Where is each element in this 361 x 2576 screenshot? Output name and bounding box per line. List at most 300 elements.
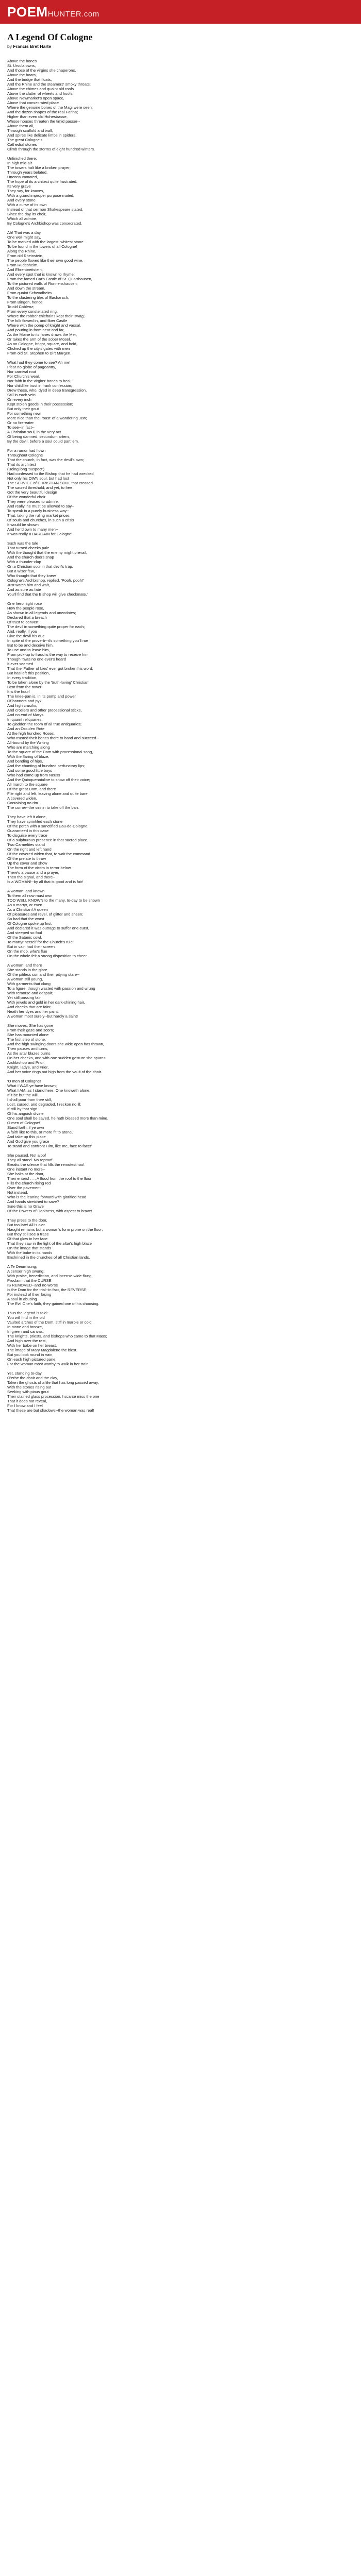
poem-line: And every stone: [7, 198, 36, 202]
poem-line: You'll find that the Bishop will give checkmate.': [7, 592, 88, 597]
poem-line: Who is the leaning forward with glorified head: [7, 1195, 87, 1199]
poem-line: Of the pitiless sun and their pitying stare--: [7, 972, 80, 977]
poem-line: From old Rheinstein,: [7, 253, 44, 258]
site-header: [0, 0, 361, 24]
poem-line: It would be shown: [7, 522, 39, 527]
poem-line: So bad that the worst: [7, 917, 44, 921]
poem-line: Ah! That was a day,: [7, 230, 42, 235]
poem-line: And hands stretched to save?: [7, 1199, 59, 1204]
byline-prefix: by: [7, 44, 12, 49]
poem-line: But to be and deceive him,: [7, 643, 54, 648]
poem-line: The first step of stone,: [7, 1037, 46, 1042]
poem-line: They have sprinkled each stone: [7, 819, 63, 824]
poem-line: In high mid-air: [7, 161, 32, 165]
poem-line: On the whole felt a strong disposition to cheer.: [7, 954, 88, 958]
poem-line: Kept stolen goods in their possession;: [7, 402, 73, 406]
poem-line: Who had come up from Neuss: [7, 773, 60, 777]
poem-line: Neath her dyes and her paint.: [7, 1009, 59, 1014]
poem-line: Above the chimes and quaint old roofs: [7, 87, 74, 91]
poem-line: O'erhe the choir and the clay,: [7, 1376, 58, 1380]
poem-line: That the church, in fact, was the devil's own;: [7, 457, 84, 462]
poem-line: Climb through the storms of eight hundred winters.: [7, 147, 95, 151]
poem-line: Knight, ladye, and Frier,: [7, 1065, 49, 1070]
poem-line: She paused. No! aloof: [7, 1153, 46, 1158]
poem-line: With the thought that the enemy might prevail,: [7, 550, 87, 555]
poem-line: A faith like to this, or more fit to atone,: [7, 1130, 73, 1134]
poem-line: With garments that clung: [7, 981, 51, 986]
poem-line: What I WAS ye have known;: [7, 1083, 57, 1088]
poem-line: Their stained glass procession, I scarce miss the one: [7, 1394, 100, 1399]
poem-line: To stand and confront Him, like me, face to face!': [7, 1144, 92, 1148]
poem-line: With her babe on her breast,: [7, 1343, 57, 1348]
poem-line: If still by that sign: [7, 1107, 38, 1111]
poem-line: Or takes the arm of the sober Mosel,: [7, 337, 71, 342]
poem-line: With the stones rising out: [7, 1385, 52, 1389]
poem-title: A Legend Of Cologne: [7, 32, 93, 42]
poem-line: Of souls and churches, in such a crisis: [7, 518, 74, 522]
poem-line: Since the day its choir,: [7, 212, 46, 216]
poem-body: [7, 59, 354, 1413]
poem-line: Of the covered widen that, to wait the command: [7, 852, 90, 856]
poem-line: A Te Deum sung;: [7, 1264, 37, 1269]
poem-stanza: [7, 230, 354, 355]
poem-line: And cheeks that are faint: [7, 1005, 51, 1009]
poem-line: That they saw in the light of the altar's high blaze: [7, 1241, 92, 1246]
poem-line: Fills the church rising red: [7, 1181, 51, 1185]
poem-line: It was really a BARGAIN for Cologne!: [7, 532, 73, 536]
poem-line: To them all now must own: [7, 893, 53, 898]
poem-line: And crosiers and other processional sticks,: [7, 708, 82, 713]
poem-line: It is the hour!: [7, 689, 30, 694]
poem-line: And take up this place: [7, 1134, 46, 1139]
poem-stanza: [7, 601, 354, 810]
poem-line: Then pauses and turns,: [7, 1046, 48, 1051]
poem-line: Is a WOMAN!--by all that is good and is fair!: [7, 879, 84, 884]
poem-line: To speak in a purely business way--: [7, 509, 70, 513]
poem-line: The corner--the sinnin to take off the ban.: [7, 805, 79, 810]
poem-line: Containing no rim: [7, 801, 38, 805]
poem-line: To disguise every trace: [7, 833, 47, 838]
poem-line: And the bridge that floats,: [7, 77, 52, 82]
poem-line: In every tradition,: [7, 675, 38, 680]
poem-line: To old Coblenz;: [7, 304, 35, 309]
poem-stanza: [7, 889, 354, 958]
poem-line: There's a pause and a prayer,: [7, 870, 59, 875]
poem-stanza: [7, 1079, 354, 1148]
poem-line: And high over the rest,: [7, 1338, 47, 1343]
poem-line: Just watch him and wait,: [7, 583, 50, 587]
poem-line: Is the Dom for the trial--in fact, the REVERSE;: [7, 1287, 88, 1292]
poem-line: She has mounted alone: [7, 1032, 49, 1037]
poem-line: In quaint reliquaries,: [7, 717, 43, 722]
poem-line: And Ehrenbreitstein,: [7, 267, 43, 272]
poem-line: Through years belated,: [7, 170, 48, 175]
poem-line: Declared that a breach: [7, 615, 47, 620]
poem-line: But a wiser few,: [7, 569, 35, 573]
poem-line: Where the genuine bones of the Magi were seen,: [7, 105, 93, 110]
poem-line: You will find in the old: [7, 1315, 45, 1320]
poem-line: Nor carnival rout: [7, 369, 36, 374]
poem-line: On the right and left hand: [7, 847, 52, 852]
poem-line: And God give you grace: [7, 1139, 50, 1144]
poem-line: In stone and bronze,: [7, 1325, 43, 1329]
poem-line: And the dozen shapes of the real Farina;: [7, 110, 78, 114]
poem-line: Such was the tale: [7, 541, 38, 546]
poem-stanza: [7, 963, 354, 1019]
poem-line: A Christian soul, in the very act: [7, 430, 61, 434]
poem-line: A censer high swung;: [7, 1269, 45, 1274]
poem-line: But too late! All is o'er.: [7, 1223, 46, 1227]
poem-line: Through scaffold and wall,: [7, 128, 53, 133]
poem-line: Proclaim that the CURSE: [7, 1278, 52, 1283]
poem-line: The devil in something quite proper for each;: [7, 624, 85, 629]
poem-line: From quaint Schwadheim: [7, 291, 52, 295]
poem-line: St. Ursula owns,: [7, 63, 36, 68]
poem-line: For the woman most worthy to walk in her train.: [7, 1362, 90, 1366]
poem-line: Above the clatter of wheels and hoofs;: [7, 91, 74, 96]
poem-stanza: [7, 1023, 354, 1074]
poem-line: Higher than even old Hohestrasse,: [7, 114, 68, 119]
poem-line: How the people rose,: [7, 606, 44, 611]
poem-line: The folk flowed in, and fiber Castle: [7, 318, 68, 323]
poem-line: In green and canvas,: [7, 1329, 44, 1334]
poem-line: For a rumor had flown: [7, 448, 46, 453]
poem-line: Who are marching along: [7, 745, 50, 750]
poem-line: More nice than the 'roast' of a wandering Jew;: [7, 416, 87, 420]
poem-line: Thus the legend is told:: [7, 1311, 48, 1315]
poem-line: They have left it alone,: [7, 815, 47, 819]
poem-line: Still in each vein: [7, 393, 36, 397]
poem-line: But has left this position,: [7, 671, 50, 675]
poem-line: Yet, standing to-day: [7, 1371, 42, 1376]
poem-line: Not instead,: [7, 1190, 28, 1195]
logo-dot-text: .com: [81, 9, 100, 19]
poem-line: Vaulted arches of the Dom, stiff in marble or cold: [7, 1320, 92, 1325]
poem-line: Above Newmarket's open space,: [7, 96, 64, 100]
poem-line: And pouring in from near and far,: [7, 328, 65, 332]
poem-line: As shown in all legends and anecdotes;: [7, 611, 76, 615]
poem-line: With the babe in its hands: [7, 1250, 53, 1255]
poem-line: On every inch: [7, 397, 31, 402]
poem-line: To the square of the Dom with processional song,: [7, 750, 93, 754]
poem-line: For Church's weal,: [7, 374, 40, 379]
poem-line: To the pictured walls of Ronnenshausen;: [7, 281, 78, 286]
poem-line: And the high swinging doors she wide open has thrown,: [7, 1042, 104, 1046]
poem-line: To be found in the towers of all Cologne!: [7, 244, 77, 249]
poem-line: To be taken alone by the 'truth-loving' Christian!: [7, 680, 90, 685]
poem-line: And high crucifix,: [7, 703, 37, 708]
poem-line: The knights, priests, and bishops who came to that Mass;: [7, 1334, 107, 1338]
poem-line: With praise, benediction, and incense-wide-flung,: [7, 1274, 93, 1278]
poem-line: From every constellated ring,: [7, 309, 58, 314]
poem-line: From their gaze and scorn;: [7, 1028, 54, 1032]
poem-line: And he 'd own to many men--: [7, 527, 58, 532]
poem-line: To use and to leave him,: [7, 648, 50, 652]
poem-line: With a guard improper purpose mated;: [7, 193, 75, 198]
poem-line: Naught remains but a woman's form prone on the floor;: [7, 1227, 103, 1232]
poem-line: From Bingen, hence: [7, 300, 43, 304]
poem-line: For instead of their losing: [7, 1292, 52, 1297]
poem-line: By Cologne's Archbishop was consecrated.: [7, 221, 83, 226]
poem-line: Who trusted their bones there to hand and succeed--: [7, 736, 99, 740]
poem-line: The knee-pan is, in its pomp and power: [7, 694, 76, 699]
poem-line: Of the porch with a sanctified Eau-de-Cologne,: [7, 824, 89, 828]
poem-line: And steeped so foul: [7, 930, 42, 935]
poem-line: I fear no globe of pageantry,: [7, 365, 56, 369]
poem-line: Its very grave: [7, 184, 31, 189]
poem-line: Or no fire-eater: [7, 420, 34, 425]
poem-line: One well might say,: [7, 235, 41, 240]
poem-line: Which all admire,: [7, 216, 38, 221]
poem-stanza: [7, 156, 354, 226]
poem-line: With a curse of its own: [7, 202, 47, 207]
poem-line: O men of Cologne!: [7, 1121, 40, 1125]
poem-line: All-bound by the Writing: [7, 740, 49, 745]
poem-line: In spite of the proverb--it's something you'll rue: [7, 638, 88, 643]
poem-line: A woman! and known: [7, 889, 45, 893]
poem-line: That turned cheeks pale: [7, 546, 50, 550]
poem-line: And the chanting of hundred perfunctory lips;: [7, 764, 86, 768]
poem-line: And as sure as fate: [7, 587, 41, 592]
poem-line: Up the cover and show: [7, 861, 47, 866]
poem-line: Above the bones: [7, 59, 37, 63]
poem-line: Choked up the city's gates with men: [7, 346, 70, 351]
poem-stanza: [7, 360, 354, 444]
poem-line: Where with the pomp of knight and vassal,: [7, 323, 81, 328]
poem-line: On a Christian soul in that devil's trap.: [7, 564, 73, 569]
poem-line: On the mob, who's flue: [7, 949, 47, 954]
poem-stanza: [7, 815, 354, 884]
poem-line: TOO WELL KNOWN to the many, to-day to be shown: [7, 898, 100, 903]
poem-line: Seeking with pious gout: [7, 1389, 49, 1394]
poem-line: Of trust to convert: [7, 620, 39, 624]
poem-line: Yet still passing fair,: [7, 995, 42, 1000]
poem-line: Though 'twas no one ever's heard: [7, 657, 66, 662]
poem-stanza: [7, 1264, 354, 1306]
poem-line: And every spot that is known to rhyme;: [7, 272, 75, 277]
poem-line: On her cheeks, and with one sudden gesture she spurns: [7, 1056, 106, 1060]
poem-stanza: [7, 1218, 354, 1260]
poem-line: Of that glow in her face: [7, 1236, 48, 1241]
poem-line: That, taking the ruling market prices: [7, 513, 70, 518]
poem-line: Above the boats,: [7, 73, 37, 77]
poem-line: The hope of its architect quite frustrated.: [7, 179, 77, 184]
poem-line: Throughout Cologne: [7, 453, 43, 457]
poem-line: Lost, cursed, and degraded, I reckon no ill;: [7, 1102, 81, 1107]
poem-line: Of Cologne spoke up first,: [7, 921, 53, 926]
poem-line: From Rüdesheim,: [7, 263, 39, 267]
poem-line: Archbishop and Prior,: [7, 1060, 45, 1065]
poem-line: And declared it was outrage to suffer one curst,: [7, 926, 89, 930]
poem-line: Nor childlike trust in frank confession;: [7, 383, 72, 388]
poem-line: Cathedral stones: [7, 142, 37, 147]
poem-line: To gladden the room of all true antiquaries;: [7, 722, 81, 726]
poem-line: 'O men of Cologne!: [7, 1079, 41, 1083]
poem-line: That the 'Father of Lies' ever got broken his word;: [7, 666, 93, 671]
poem-line: And those of the virgins she chaperons,: [7, 68, 76, 73]
poem-line: As the Moine to its fanes draws the Mer,: [7, 332, 77, 337]
poem-line: One soul shall be saved, he hath blessed more than mine.: [7, 1116, 108, 1121]
poem-line: By the devil, before a soul could part 'em.: [7, 439, 79, 444]
poem-line: From the famed Cat's Castle of St. Quarrhausen,: [7, 277, 92, 281]
poem-line: Bent from the tower!: [7, 685, 43, 689]
poem-line: As on Cologne, bright, square, and bold,: [7, 342, 77, 346]
poem-stanza: [7, 448, 354, 536]
poem-line: Not only his OWN soul, but had lost: [7, 476, 69, 481]
poem-line: Of being damned, secundum artem,: [7, 434, 70, 439]
poem-byline: [7, 44, 354, 49]
poem-line: And bending of hips,: [7, 759, 43, 764]
poem-line: And the Quinquennialine to show off their voice;: [7, 777, 90, 782]
poem-line: If it be but the will: [7, 1093, 38, 1097]
logo-sub-text: HUNTER: [47, 9, 82, 19]
poem-line: Enshrined in the churches of all Christian lands.: [7, 1255, 90, 1260]
poem-line: As a martyr, or even: [7, 903, 42, 907]
poem-line: The Evil One's faith, they gained one of his choosing.: [7, 1301, 100, 1306]
poem-line: Above them all,: [7, 124, 35, 128]
poem-line: Breaks the silence that fills the remotest roof.: [7, 1162, 86, 1167]
poem-line: On the image that stands: [7, 1246, 51, 1250]
poem-line: Nor faith in the virgins' bones to heal;: [7, 379, 72, 383]
poem-line: To martyr herself for the Church's rule!: [7, 940, 74, 944]
poem-line: On each high pictured pane,: [7, 1357, 57, 1362]
poem-line: What had they come to see? Ah me!: [7, 360, 71, 365]
poem-line: But in vain had their screen: [7, 944, 55, 949]
poem-line: With remorse and despair;: [7, 991, 54, 995]
poem-line: Of pleasures and revel, of glitter and sheen;: [7, 912, 84, 917]
site-logo[interactable]: [7, 4, 100, 20]
poem-line: The form of the victim in terror below.: [7, 866, 72, 870]
poem-line: Unfinished there,: [7, 156, 37, 161]
poem-line: They all stand. No reproof: [7, 1158, 53, 1162]
poem-line: As a Christian! A queen: [7, 907, 48, 912]
poem-line: The SERVICE of CHRISTIAN SOUL that crossed: [7, 481, 93, 485]
poem-line: With a thunder-clap: [7, 560, 41, 564]
poem-line: But only their gout: [7, 406, 39, 411]
poem-line: She halts at the door,: [7, 1172, 44, 1176]
poem-line: To see--in fact--: [7, 425, 35, 430]
poem-line: Got the very beautiful design: [7, 490, 57, 495]
poem-line: They were pleased to admire.: [7, 499, 59, 504]
poem-line: Stand forth, if ye own: [7, 1125, 44, 1130]
poem-line: One hero night rose: [7, 601, 42, 606]
poem-line: Of the great Dom, and there: [7, 787, 56, 791]
poem-line: Two Carmelites stand: [7, 842, 45, 847]
poem-line: What I AM, as I stand here, One knoweth alone.: [7, 1088, 91, 1093]
poem-line: Of the Satanic cowl,: [7, 935, 42, 940]
poem-line: Along the Rhine,: [7, 249, 37, 253]
poem-stanza: [7, 541, 354, 597]
poem-line: And her voice rings out high from the vault of the choir.: [7, 1070, 102, 1074]
poem-line: (Being long 'suspect'): [7, 467, 45, 471]
poem-line: Unconsummated,: [7, 175, 38, 179]
poem-line: Guaranteed in this case: [7, 828, 49, 833]
poem-line: Where the robber chieftains kept their 'swag,': [7, 314, 86, 318]
poem-line: Then the signal, and there--: [7, 875, 56, 879]
poem-line: And really, he must be allowed to say--: [7, 504, 75, 509]
poem-stanza: [7, 1153, 354, 1213]
poem-line: The sacred threshold; and yet, to free,: [7, 485, 74, 490]
poem-line: Of the Powers of Darkness, with aspect to brave!: [7, 1209, 92, 1213]
poem-line: A woman most surely--but hardly a saint!: [7, 1014, 78, 1019]
poem-line: And down the stream,: [7, 286, 45, 291]
poem-line: From pick-up to fraud is the way to receive him,: [7, 652, 90, 657]
poem-line: And the church doors snap: [7, 555, 54, 560]
poem-line: All march to the square: [7, 782, 48, 787]
poem-line: And no end of Marys: [7, 713, 44, 717]
poem-line: And, really, if you: [7, 629, 37, 634]
poem-line: Sure this is no Grave: [7, 1204, 44, 1209]
poem-line: And some good little boys: [7, 768, 52, 773]
poem-line: Instead of that sermon Shakespeare stated,: [7, 207, 84, 212]
poem-line: And spires like delicate limbs in spiders,: [7, 133, 77, 138]
poem-line: That these are but shadows--the woman was real!: [7, 1408, 94, 1413]
poem-line: One instant no more--: [7, 1167, 45, 1172]
poem-line: File right and left, leaving alone and quite bare: [7, 791, 88, 796]
poem-line: Who thought that they knew: [7, 573, 56, 578]
poem-line: Of the wonderful choir: [7, 495, 46, 499]
poem-line: Of the prelate to throw: [7, 856, 46, 861]
poem-stanza: [7, 1311, 354, 1366]
poem-line: As the altar blazes burns: [7, 1051, 51, 1056]
poem-line: Then enters! . . . A flood from the roof to the floor: [7, 1176, 92, 1181]
poem-line: And an Occulen Rote: [7, 726, 45, 731]
poem-author[interactable]: Francis Bret Harte: [13, 44, 52, 49]
poem-line: Drew these, who, dyed in deep transgression,: [7, 388, 87, 393]
poem-line: Above that consecrated place: [7, 100, 59, 105]
poem-line: She moves. She has gone: [7, 1023, 54, 1028]
poem-line: Cologne's Archbishop, replied, 'Pooh, pooh!': [7, 578, 84, 583]
poem-line: They say, for knaves,: [7, 189, 44, 193]
poem-line: To a figure, though wasted with passion and wrung: [7, 986, 95, 991]
poem-line: I shall pour from thee still,: [7, 1097, 52, 1102]
poem-line: With the flaring of blaze,: [7, 754, 50, 759]
poem-line: Taken the ghosts of a life that has long passed away,: [7, 1380, 99, 1385]
poem-line: They press to the door,: [7, 1218, 47, 1223]
poem-line: Give the devil his due: [7, 634, 45, 638]
poem-line: Had confessed to the Bishop that he had wrecked: [7, 471, 94, 476]
poem-line: And the Rhine and the steamers' smoky throats;: [7, 82, 91, 87]
poem-line: She stands in the glare: [7, 968, 47, 972]
poem-line: Of banners and pyx,: [7, 699, 43, 703]
poem-line: The great Cologne's: [7, 138, 43, 142]
poem-line: IS REMOVED--and no worse: [7, 1283, 58, 1287]
poem-line: At the high hundred Roses.: [7, 731, 55, 736]
poem-line: Over the pavement.: [7, 1185, 42, 1190]
poem-line: But they still see a trace: [7, 1232, 49, 1236]
poem-line: To be marked with the largest, whitest stone: [7, 240, 84, 244]
poem-line: Whose houses threaten the timid passer--: [7, 119, 80, 124]
logo-main-text: POEM: [7, 4, 48, 20]
poem-line: A soul in abusing: [7, 1297, 37, 1301]
poem-stanza: [7, 59, 354, 151]
poem-line: That it does not reveal,: [7, 1399, 47, 1403]
poem-line: With jewels and gold in her dark-shining hair,: [7, 1000, 85, 1005]
poem-line: The towers halt like a broken prayer;: [7, 165, 71, 170]
poem-line: A covered widen,: [7, 796, 37, 801]
poem-line: The image of Mary Magdalene the blest.: [7, 1348, 77, 1352]
poem-line: For something new,: [7, 411, 42, 416]
poem-line: It ever seemed: [7, 662, 34, 666]
poem-line: From old St. Stephen to Dirt Margen.: [7, 351, 72, 355]
poem-line: Of his anguish divine: [7, 1111, 44, 1116]
poem-line: For I know and I feel: [7, 1403, 43, 1408]
poem-line: The people flowed like their own good wine.: [7, 258, 84, 263]
poem-line: A woman! and there: [7, 963, 42, 968]
poem-line: That its architect: [7, 462, 36, 467]
poem-stanza: [7, 1371, 354, 1413]
poem-line: A woman still young,: [7, 977, 43, 981]
